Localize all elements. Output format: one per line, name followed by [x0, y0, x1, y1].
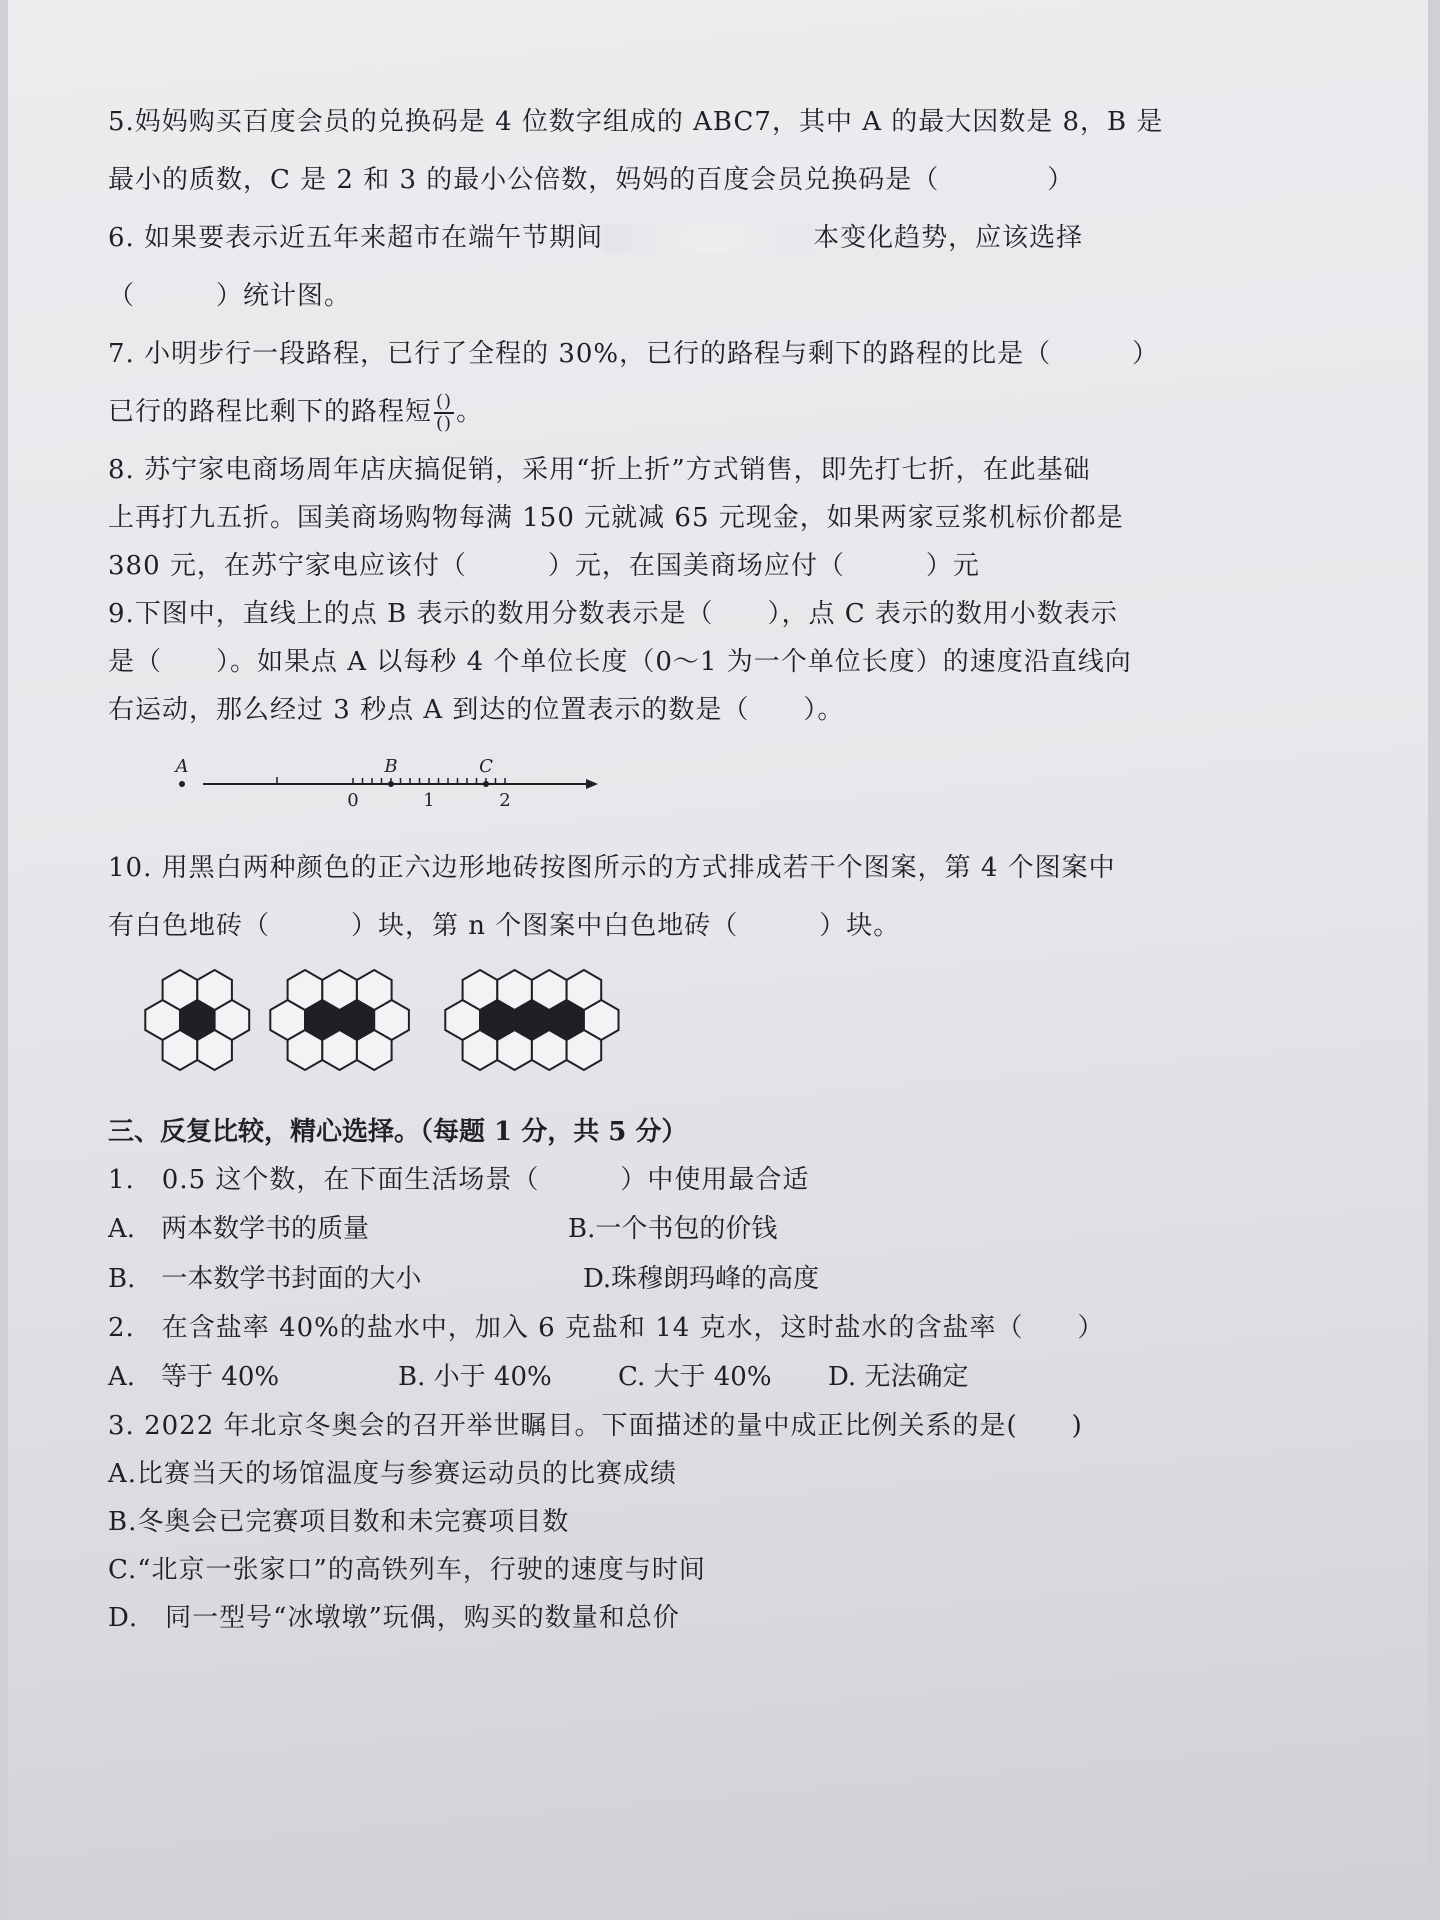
s3-option-b: B.冬奥会已完赛项目数和未完赛项目数	[108, 1507, 570, 1537]
q7-line1: 7. 小明步行一段路程，已行了全程的 30%，已行的路程与剩下的路程的比是（ ）	[108, 339, 1160, 369]
s2-option-a: A. 等于 40%	[108, 1362, 280, 1392]
white-hexagon-tile	[357, 1030, 392, 1070]
q5-line2: 最小的质数，C 是 2 和 3 的最小公倍数，妈妈的百度会员兑换码是（ ）	[108, 165, 1075, 195]
s2-options-row	[108, 1352, 1258, 1402]
s1-option-d: D.珠穆朗玛峰的高度	[583, 1264, 820, 1294]
q8-line2: 上再打九五折。国美商场购物每满 150 元就减 65 元现金，如果两家豆浆机标价都是	[108, 503, 1124, 533]
s1-option-c: B. 一本数学书封面的大小	[108, 1264, 422, 1294]
white-hexagon-tile	[463, 1030, 498, 1070]
number-line-point-label: B	[384, 756, 398, 777]
s1-option-a: A. 两本数学书的质量	[108, 1214, 370, 1244]
white-hexagon-tile	[163, 1030, 198, 1070]
fraction-denominator: ()	[436, 413, 453, 434]
q7-line2-prefix: 已行的路程比剩下的路程短	[108, 397, 433, 427]
s2-option-d: D. 无法确定	[828, 1362, 969, 1392]
white-hexagon-tile	[163, 970, 198, 1010]
q9-line1: 9.下图中，直线上的点 B 表示的数用分数表示是（ ），点 C 表示的数用小数表示	[108, 599, 1118, 629]
q6-line1	[108, 214, 1258, 262]
fraction-numerator: ()	[436, 391, 453, 412]
number-line-figure	[108, 734, 1258, 844]
s1-question: 1. 0.5 这个数，在下面生活场景（ ）中使用最合适	[108, 1165, 810, 1195]
hexagon-patterns-figure	[108, 950, 1258, 1090]
white-hexagon-tile	[197, 970, 232, 1010]
redacted-area	[603, 224, 813, 254]
exam-paper	[8, 0, 1428, 1920]
q8-line1: 8. 苏宁家电商场周年店庆搞促销，采用“折上折”方式销售，即先打七折，在此基础	[108, 455, 1091, 485]
white-hexagon-tile	[567, 1030, 602, 1070]
number-line-point	[179, 781, 185, 787]
white-hexagon-tile	[532, 1030, 567, 1070]
fraction-blank	[434, 392, 454, 434]
white-hexagon-tile	[197, 1030, 232, 1070]
q10-line1: 10. 用黑白两种颜色的正六边形地砖按图所示的方式排成若干个图案，第 4 个图案中	[108, 853, 1116, 883]
q7-line2-suffix: 。	[456, 397, 484, 427]
number-line-point	[483, 781, 489, 787]
white-hexagon-tile	[322, 1030, 357, 1070]
s1-options-row1	[108, 1204, 1258, 1254]
s2-option-c: C. 大于 40%	[618, 1362, 772, 1392]
white-hexagon-tile	[497, 970, 532, 1010]
white-hexagon-tile	[288, 1030, 323, 1070]
s3-option-a: A.比赛当天的场馆温度与参赛运动员的比赛成绩	[108, 1459, 678, 1489]
q6-line1-start: 6. 如果要表示近五年来超市在端午节期间	[108, 223, 604, 253]
s2-question: 2. 在含盐率 40%的盐水中，加入 6 克盐和 14 克水，这时盐水的含盐率（ ）	[108, 1313, 1105, 1343]
white-hexagon-tile	[322, 970, 357, 1010]
white-hexagon-tile	[497, 1030, 532, 1070]
number-line-tick-label: 1	[423, 790, 435, 811]
white-hexagon-tile	[463, 970, 498, 1010]
q9-line3: 右运动，那么经过 3 秒点 A 到达的位置表示的数是（ ）。	[108, 695, 845, 725]
s3-option-c: C.“北京一张家口”的高铁列车，行驶的速度与时间	[108, 1555, 706, 1585]
q8-line3: 380 元，在苏宁家电应该付（ ）元，在国美商场应付（ ）元	[108, 551, 980, 581]
number-line-point	[388, 781, 394, 787]
s1-options-row2	[108, 1254, 1258, 1304]
number-line	[175, 744, 613, 844]
s2-option-b: B. 小于 40%	[398, 1362, 552, 1392]
q6-line1-end: 本变化趋势，应该选择	[813, 223, 1084, 253]
hexagon-patterns	[128, 958, 688, 1088]
s3-question: 3. 2022 年北京冬奥会的召开举世瞩目。下面描述的量中成正比例关系的是( )	[108, 1411, 1083, 1441]
exam-content	[108, 98, 1258, 1642]
q9-line2: 是（ ）。如果点 A 以每秒 4 个单位长度（0～1 为一个单位长度）的速度沿直线向	[108, 647, 1132, 677]
number-line-arrow	[586, 779, 598, 789]
white-hexagon-tile	[357, 970, 392, 1010]
number-line-point-label: A	[175, 756, 189, 777]
white-hexagon-tile	[532, 970, 567, 1010]
s1-option-b: B.一个书包的价钱	[568, 1214, 778, 1244]
s3-option-d: D. 同一型号“冰墩墩”玩偶，购买的数量和总价	[108, 1603, 680, 1633]
number-line-tick-label: 2	[499, 790, 511, 811]
q7-line2	[108, 388, 1258, 436]
white-hexagon-tile	[288, 970, 323, 1010]
number-line-tick-label: 0	[347, 790, 359, 811]
q5-line1: 5.妈妈购买百度会员的兑换码是 4 位数字组成的 ABC7，其中 A 的最大因数是 8，B 是	[108, 107, 1164, 137]
section-3-title: 三、反复比较，精心选择。（每题 1 分，共 5 分）	[108, 1117, 688, 1147]
number-line-point-label: C	[479, 756, 493, 777]
white-hexagon-tile	[567, 970, 602, 1010]
q6-line2: （ ）统计图。	[108, 281, 352, 311]
q10-line2: 有白色地砖（ ）块，第 n 个图案中白色地砖（ ）块。	[108, 911, 901, 941]
